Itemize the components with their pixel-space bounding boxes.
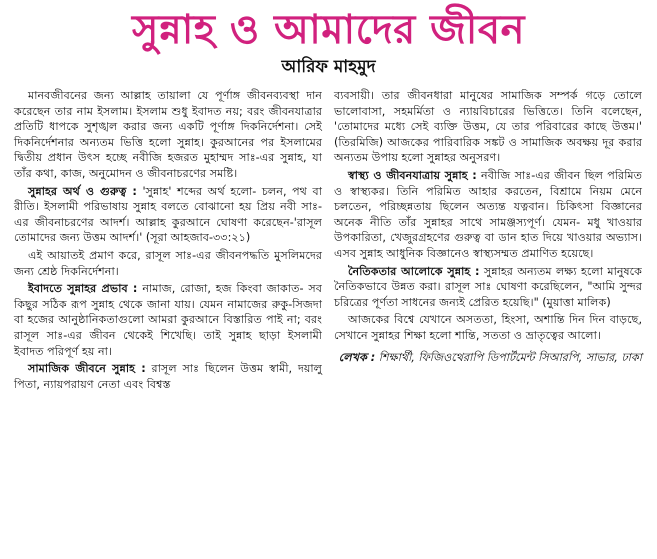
section-social — [14, 361, 322, 392]
section-heading: সুন্নাহর অর্থ ও গুরুত্ব : — [28, 184, 137, 198]
section-meaning — [14, 184, 322, 246]
section-heading: সামাজিক জীবনে সুন্নাহ : — [28, 362, 146, 376]
section-health — [334, 168, 642, 262]
section-text: 'সুন্নাহ' শব্দের অর্থ হলো- চলন, পথ বা রীতি। ইসলামী পরিভাষায় সুন্নাহ বলতে বোঝানো হয় প্রিয় নবী সাঃ-এর জীবনাচরণের আদর্শ। আল্লাহ কুরআনে ঘোষণা করেছেন-'রাসূল তোমাদের জন্য উত্তম আদর্শ।' (সূরা আহজাব-৩৩:২১) — [14, 184, 322, 245]
section-text: সুন্নাহর অন্যতম লক্ষ্য হলো মানুষকে নৈতিকভাবে উন্নত করা। রাসূল সাঃ ঘোষণা করেছিলেন, "আমি সুন্দর চরিত্রের পূর্ণতা সাধনের জন্যই প্রেরিত হয়েছি।" (মুয়াত্তা মালিক) — [334, 264, 643, 309]
section-heading: ইবাদতে সুন্নাহর প্রভাব : — [28, 282, 138, 296]
credit-label: লেখক : — [338, 350, 376, 364]
section-text: রাসূল সাঃ ছিলেন উত্তম স্বামী, দয়ালু পিতা, ন্যায়পরায়ণ নেতা এবং বিশ্বস্ত — [14, 362, 323, 391]
intro-paragraph: মানবজীবনের জন্য আল্লাহ তায়ালা যে পূর্ণাঙ্গ জীবনব্যবস্থা দান করেছেন তার নাম ইসলাম। ইসলাম শুধু ইবাদত নয়; বরং জীবনযাত্রার প্রতিটি ধাপকে সুশৃঙ্খল করার জন্য একটি পূর্ণাঙ্গ দিকনির্দেশনা। সেই দিকনির্দেশনার অন্যতম ভিত্তি হলো সুন্নাহ। কুরআনের পর ইসলামের দ্বিতীয় প্রধান উৎস হচ্ছে নবীজি হজরত মুহাম্মদ সাঃ-এর সুন্নাহ, যা তাঁর কথা, কাজ, অনুমোদন ও জীবনাচরণের সমষ্টি। — [14, 89, 322, 180]
section-text: নামাজ, রোজা, হজ কিংবা জাকাত- সব কিছুর সঠিক রূপ সুন্নাহ থেকে জানা যায়। যেমন নামাজের রুকু-সিজদা বা হজের আনুষ্ঠানিকতাগুলো আমরা কুরআনে বিস্তারিত পাই না; বরং রাসূল সাঃ-এর জীবন থেকেই শিখেছি। তাই সুন্নাহ ছাড়া ইসলামী ইবাদত পরিপূর্ণ হয় না। — [14, 282, 322, 358]
section-morality — [334, 264, 642, 311]
credit-text: শিক্ষার্থী, ফিজিওথেরাপি ডিপার্টমেন্ট সিআরপি, সাভার, ঢাকা — [378, 350, 642, 364]
author-credit — [334, 350, 642, 366]
section-text: নবীজি সাঃ-এর জীবন ছিল পরিমিত ও স্বাস্থ্যকর। তিনি পরিমিত আহার করতেন, বিশ্রামে নিয়ম মেনে চলতেন, পরিচ্ছন্নতায় ছিলেন অত্যন্ত যত্নবান। চিকিৎসা বিজ্ঞানের অনেক নীতি তাঁর সুন্নাহর সাথে সামঞ্জস্যপূর্ণ। যেমন- মধু খাওয়ার উপকারিতা, খেজুরগ্রহণের গুরুত্ব বা ডান হাত দিয়ে খাওয়ার অভ্যাস। এসব সুন্নাহ আধুনিক বিজ্ঞানেও স্বাস্থ্যসম্মত প্রমাণিত হয়েছে। — [334, 168, 642, 260]
article-page — [0, 6, 657, 559]
paragraph: এই আয়াতই প্রমাণ করে, রাসূল সাঃ-এর জীবনপদ্ধতি মুসলিমদের জন্য শ্রেষ্ঠ দিকনির্দেশনা। — [14, 248, 322, 278]
left-column — [14, 88, 322, 394]
article-body — [14, 88, 643, 394]
paragraph: আজকের বিশ্বে যেখানে অসততা, হিংসা, অশান্তি দিন দিন বাড়ছে, সেখানে সুন্নাহর শিক্ষা হলো শান্তি, সততা ও ভ্রাতৃত্বের আলো। — [334, 313, 642, 342]
paragraph-continued: ব্যবসায়ী। তার জীবনধারা মানুষের সামাজিক সম্পর্ক গড়ে তোলে ভালোবাসা, সহমর্মিতা ও ন্যায়বিচারের ভিত্তিতে। তিনি বলেছেন, 'তোমাদের মধ্যে সেই ব্যক্তি উত্তম, যে তার পরিবারের কাছে উত্তম।' (তিরমিজি) আজকের পারিবারিক সঙ্কট ও সামাজিক অবক্ষয় দূর করার অন্যতম উপায় হলো সুন্নাহর অনুসরণ। — [334, 89, 642, 165]
section-heading: স্বাস্থ্য ও জীবনযাত্রায় সুন্নাহ : — [348, 168, 477, 182]
section-worship — [14, 281, 322, 359]
article-author: আরিফ মাহমুদ — [281, 57, 376, 77]
article-title: সুন্নাহ ও আমাদের জীবন — [131, 6, 526, 53]
section-heading: নৈতিকতার আলোকে সুন্নাহ : — [348, 264, 480, 278]
right-column — [334, 88, 642, 394]
